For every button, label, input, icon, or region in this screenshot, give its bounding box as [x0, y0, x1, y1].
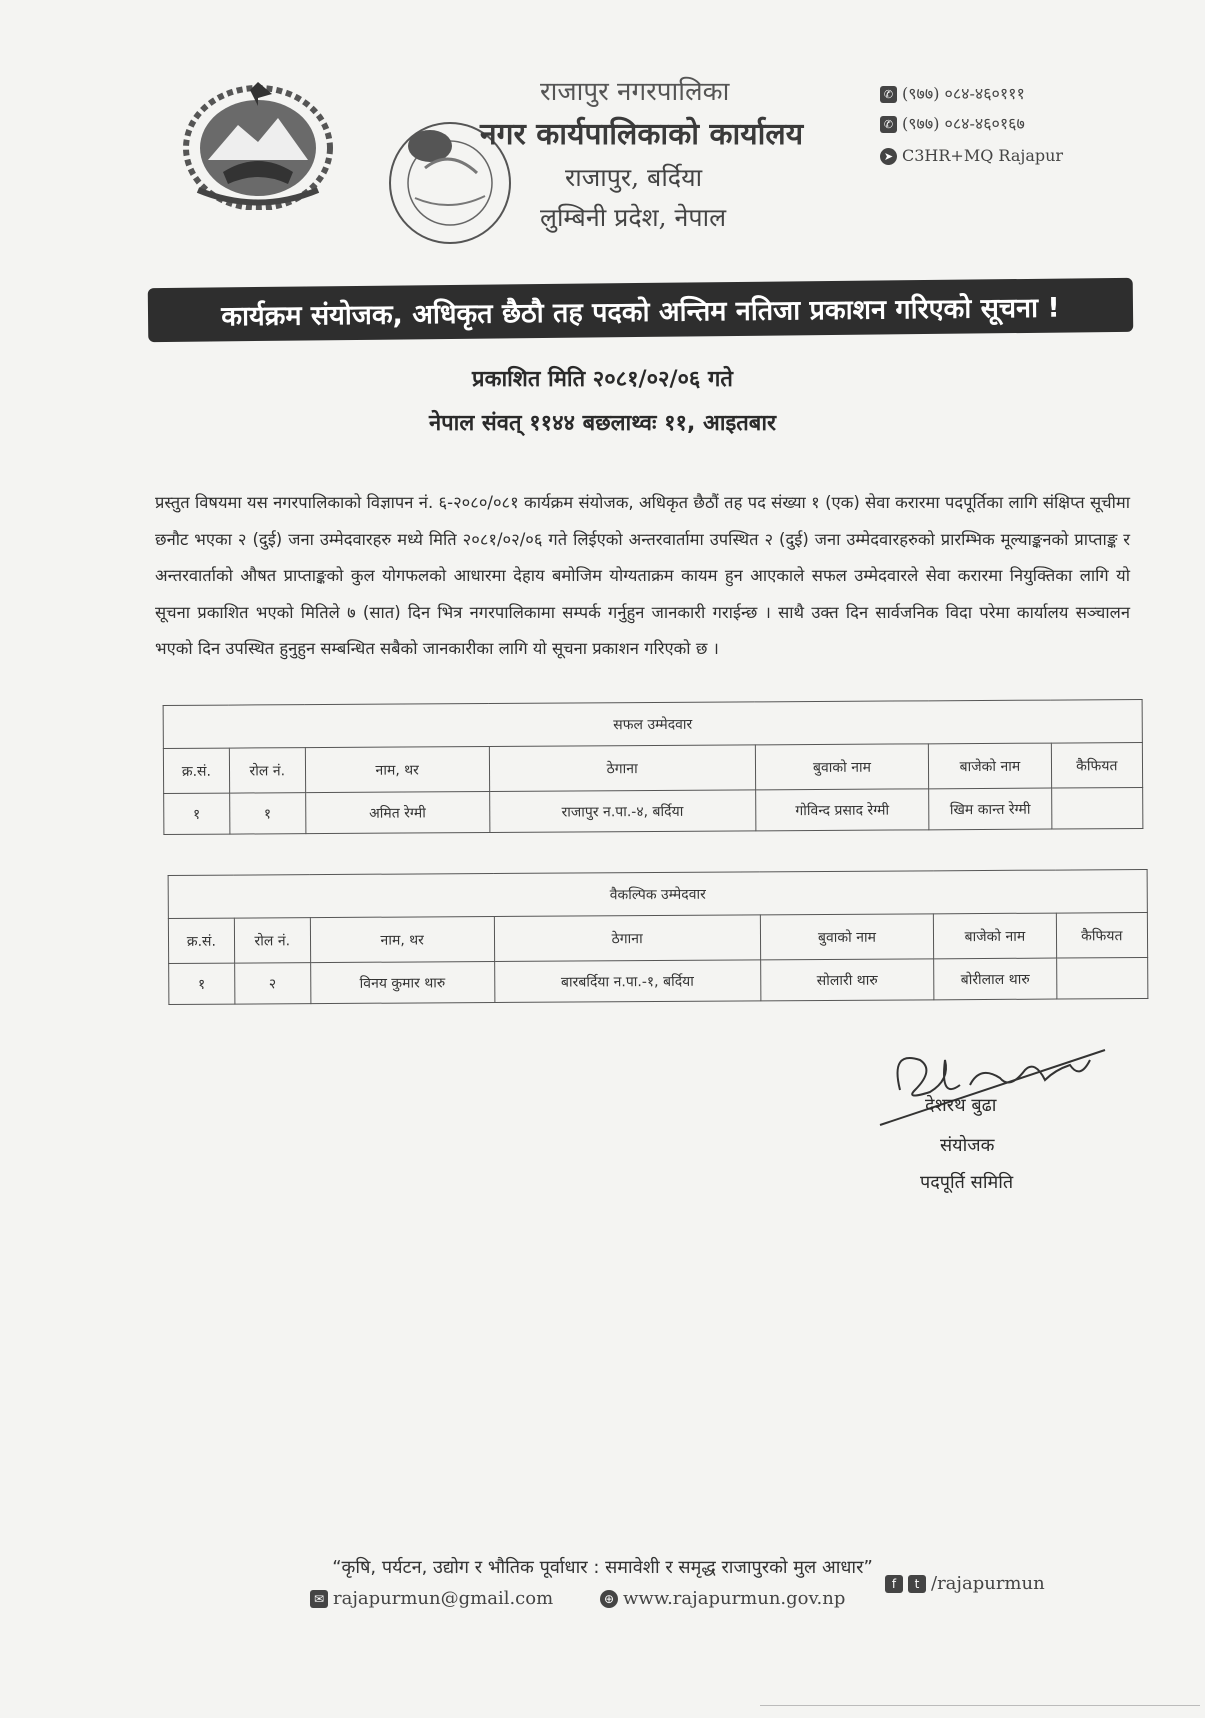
column-header: नाम, थर [310, 917, 494, 963]
cell-grandfather: बोरीलाल थारु [934, 958, 1056, 1000]
phone-icon: ✆ [880, 86, 897, 103]
cell-roll: १ [229, 793, 305, 834]
table-caption: सफल उम्मेदवार [163, 700, 1142, 749]
cell-grandfather: खिम कान्त रेग्मी [929, 788, 1051, 830]
notice-title-banner: कार्यक्रम संयोजक, अधिकृत छैठौ तह पदको अन्तिम नतिजा प्रकाशन गरिएको सूचना ! [148, 278, 1134, 342]
column-header: रोल नं. [234, 918, 310, 963]
column-header: बाजेको नाम [934, 913, 1057, 959]
column-header: कैफियत [1056, 913, 1148, 959]
cell-address: बारबर्दिया न.पा.-१, बर्दिया [494, 960, 760, 1003]
cell-father: सोलारी थारु [760, 959, 934, 1001]
contact-phone-2: ✆ (९७७) ०८४-४६०१६७ [880, 112, 1025, 134]
column-header: बुवाको नाम [760, 914, 934, 960]
column-header: ठेगाना [494, 915, 760, 962]
signatory-committee: पदपूर्ति समिति [920, 1172, 1014, 1193]
table-caption: वैकल्पिक उम्मेदवार [168, 870, 1147, 919]
table-row [164, 788, 1143, 835]
footer-email: ✉ rajapurmun@gmail.com [310, 1588, 553, 1609]
column-header: ठेगाना [489, 745, 755, 792]
cell-name: विनय कुमार थारु [310, 962, 494, 1004]
table-row [169, 958, 1148, 1005]
signatory-name: देशरथ बुढा [925, 1095, 997, 1116]
column-header: बुवाको नाम [755, 744, 929, 790]
twitter-icon: t [908, 1575, 926, 1593]
cell-roll: २ [234, 963, 310, 1004]
column-header: क्र.सं. [163, 748, 229, 793]
successful-candidates-table [163, 699, 1144, 835]
footer-website: ⊕ www.rajapurmun.gov.np [600, 1588, 845, 1609]
column-header: क्र.सं. [168, 918, 234, 963]
location-icon: ➤ [880, 148, 897, 165]
nepal-emblem-icon [178, 80, 338, 210]
office-name: नगर कार्यपालिकाको कार्यालय [480, 117, 804, 152]
cell-address: राजापुर न.पा.-४, बर्दिया [489, 790, 755, 833]
footer-motto: “कृषि, पर्यटन, उद्योग र भौतिक पूर्वाधार : समावेशी र समृद्ध राजापुरको मुल आधार” [332, 1557, 873, 1578]
alternate-candidates-table [168, 869, 1149, 1005]
column-header: रोल नं. [229, 748, 305, 793]
contact-phone-1: ✆ (९७७) ०८४-४६०१११ [880, 82, 1025, 104]
notice-body: प्रस्तुत विषयमा यस नगरपालिकाको विज्ञापन नं. ६-२०८०/०८१ कार्यक्रम संयोजक, अधिकृत छैठौं तह पद संख्या १ (एक) सेवा करारमा पदपूर्तिका लागि संक्षिप्त सूचीमा छनौट भएका २ (दुई) जना उम्मेदवारहरु मध्ये मिति २०८१/०२/०६ गते लिईएको अन्तरवार्तामा उपस्थित २ (दुई) जना उम्मेदवारहरुको प्रारम्भिक मूल्याङ्कनको प्राप्ताङ्क र अन्तरवार्ताको औषत प्राप्ताङ्कको कुल योगफलको आधारमा देहाय बमोजिम योग्यताक्रम कायम हुन आएकाले सफल उम्मेदवारले सेवा करारमा नियुक्तिका लागि यो सूचना प्रकाशित भएको मितिले ७ (सात) दिन भित्र नगरपालिकामा सम्पर्क गर्नुहुन जानकारी गराईन्छ । साथै उक्त दिन सार्वजनिक विदा परेमा कार्यालय सञ्चालन भएको दिन उपस्थित हुनुहुन सम्बन्धित सबैको जानकारीका लागि यो सूचना प्रकाशन गरिएको छ । [155, 493, 1130, 658]
table-header-row [163, 743, 1142, 794]
column-header: नाम, थर [305, 747, 489, 793]
footer-divider [760, 1705, 1200, 1706]
cell-father: गोविन्द प्रसाद रेग्मी [755, 789, 929, 831]
office-province: लुम्बिनी प्रदेश, नेपाल [540, 203, 727, 232]
column-header: बाजेको नाम [929, 743, 1052, 789]
phone-icon: ✆ [880, 116, 897, 133]
facebook-icon: f [885, 1575, 903, 1593]
table-header-row [168, 913, 1147, 964]
handwritten-signature [860, 1030, 1120, 1140]
published-date: प्रकाशित मिति २०८१/०२/०६ गते [472, 367, 733, 392]
office-city: राजापुर, बर्दिया [565, 163, 703, 192]
nepal-samvat-date: नेपाल संवत् ११४४ बछलाथ्वः ११, आइतबार [428, 411, 777, 436]
envelope-icon: ✉ [310, 1590, 328, 1608]
globe-icon: ⊕ [600, 1590, 618, 1608]
cell-remarks [1051, 788, 1143, 830]
municipality-name: राजापुर नगरपालिका [540, 77, 730, 107]
footer-social: f t /rajapurmun [885, 1573, 1045, 1594]
cell-sn: १ [169, 963, 235, 1004]
cell-sn: १ [164, 793, 230, 834]
contact-location: ➤ C3HR+MQ Rajapur [880, 146, 1063, 165]
signatory-title: संयोजक [940, 1135, 995, 1156]
column-header: कैफियत [1051, 743, 1143, 789]
cell-name: अमित रेग्मी [305, 792, 489, 834]
cell-remarks [1056, 958, 1148, 1000]
